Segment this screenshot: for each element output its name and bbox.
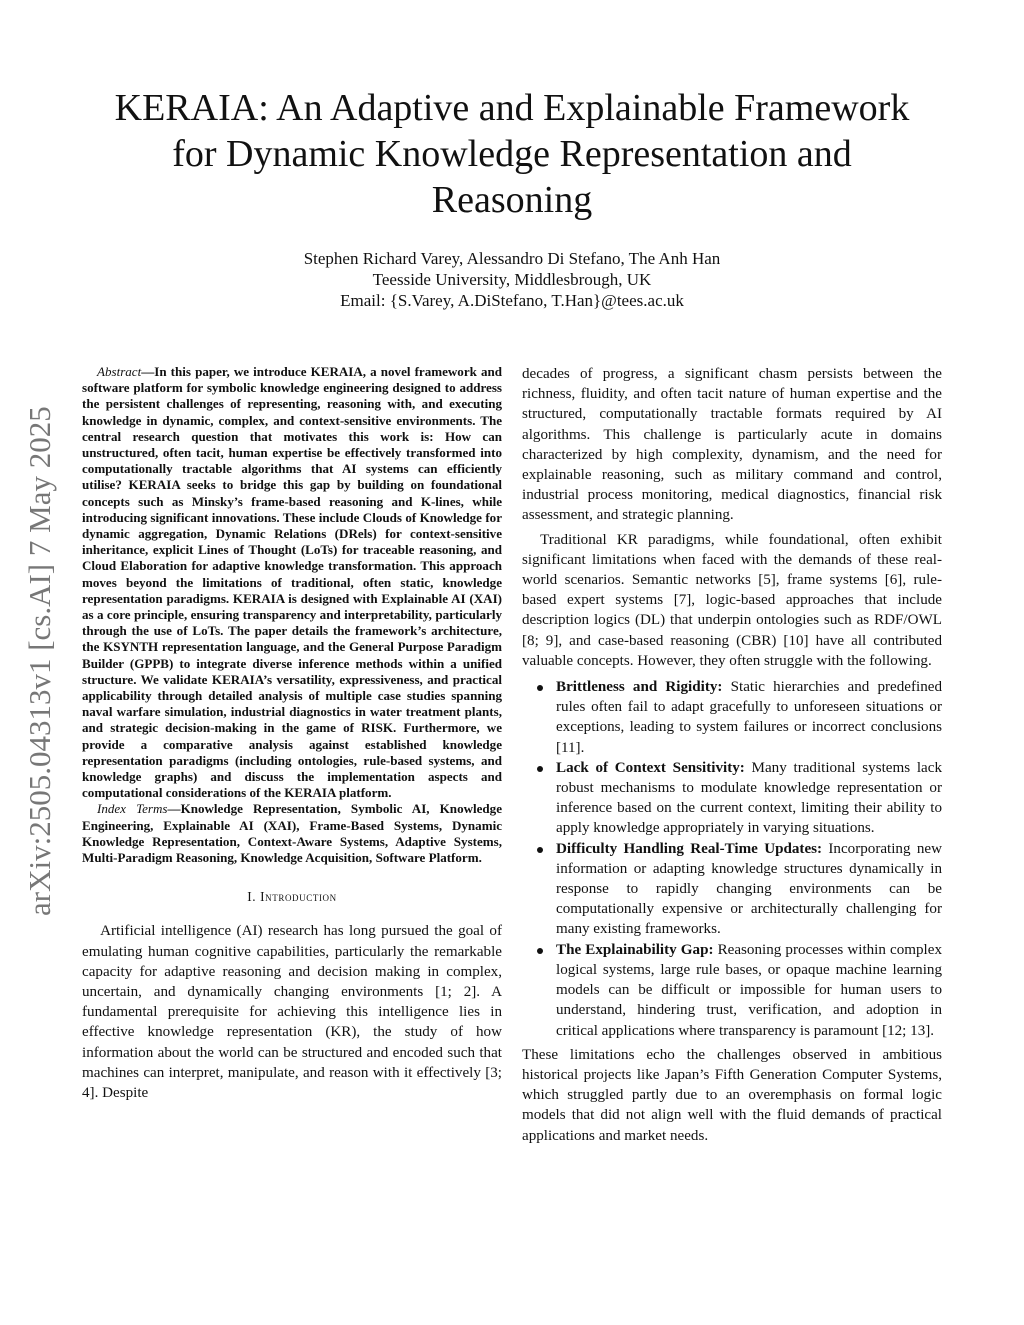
author-email: Email: {S.Varey, A.DiStefano, T.Han}@tees.ac.uk (340, 291, 684, 310)
right-column (522, 364, 942, 1146)
bullet-heading: Brittleness and Rigidity: (556, 679, 723, 696)
bullet-body: Static hierarchies and predefined rules often fail to adapt gracefully to unforeseen situations or exceptions, leading to system failures or incorrect conclusions [11]. (556, 679, 942, 756)
left-column (82, 364, 502, 1103)
bullet-paragraph (556, 677, 942, 758)
index-terms-text: —Knowledge Representation, Symbolic AI, Knowledge Engineering, Explainable AI (XAI), Frame-Based Systems, Dynamic Knowledge Representation, Context-Aware Systems, Adaptive Systems, Multi-Paradigm Reasoning, Knowledge Acquisition, Software Platform. (82, 801, 502, 866)
list-item (522, 677, 942, 758)
list-item (522, 758, 942, 839)
author-names: Stephen Richard Varey, Alessandro Di Stefano, The Anh Han (303, 249, 721, 268)
bullet-body: Many traditional systems lack robust mechanisms to modulate knowledge representation or inference based on the current context, limiting their ability to apply knowledge appropriately in varying situations. (556, 759, 942, 837)
bullet-heading: The Explainability Gap: (556, 941, 714, 958)
bullet-heading: Difficulty Handling Real-Time Updates: (556, 840, 823, 857)
bullet-icon (537, 948, 543, 954)
bullet-paragraph (556, 758, 942, 839)
list-item (522, 940, 942, 1041)
bullet-icon (537, 766, 543, 772)
intro-paragraph-1: Artificial intelligence (AI) research has long pursued the goal of emulating human cognitive capabilities, particularly the remarkable capacity for adaptive reasoning and decision making in complex, uncertain, and dynamically changing environments [1; 2]. A fundamental prerequisite for achieving this intelligence lies in effective knowledge representation (KR), the study of how information about the world can be structured and encoded such that machines can interpret, manipulate, and reason with it effectively [3; 4]. Despite (82, 923, 502, 1101)
title-line-2: for Dynamic Knowledge Representation and (172, 133, 852, 175)
bullet-icon (537, 685, 543, 691)
index-terms (82, 801, 502, 866)
index-terms-label: Index Terms (97, 801, 168, 817)
bullet-heading: Lack of Context Sensitivity: (556, 759, 745, 776)
title-line-1: KERAIA: An Adaptive and Explainable Framework (114, 87, 910, 129)
bullet-body: Incorporating new information or adapting knowledge structures dynamically in response to rapidly changing environments can be computationally expensive or architecturally challenging for many existing frameworks. (556, 840, 942, 938)
intro-paragraph-3: These limitations echo the challenges observed in ambitious historical projects like Japan’s Fifth Generation Computer Systems, which struggled partly due to an overemphasis on formal logic models that did not align well with the fluid demands of practical applications and market needs. (522, 1046, 942, 1144)
paper-title (80, 85, 944, 223)
bullet-paragraph (556, 940, 942, 1041)
abstract-label: Abstract (97, 364, 142, 379)
limitations-list (522, 677, 942, 1041)
author-affiliation: Teesside University, Middlesbrough, UK (372, 270, 652, 289)
section-number: I. (247, 889, 257, 905)
intro-paragraph-2: Traditional KR paradigms, while foundational, often exhibit significant limitations when faced with the demands of these real-world scenarios. Semantic networks [5], frame systems [6], rule-based expert systems [7], logic-based approaches that include description logics (DL) that underpin ontologies such as RDF/OWL [8; 9], and case-based reasoning (CBR) [10] have all contributed valuable concepts. However, they often struggle with the following. (522, 531, 942, 669)
abstract (82, 364, 502, 801)
title-line-3: Reasoning (431, 179, 593, 221)
bullet-body: Reasoning processes within complex logical systems, large rule bases, or opaque machine learning models can be difficult or impossible for human users to understand, hindering trust, verification, and adoption in critical applications where transparency is paramount [12; 13]. (556, 941, 942, 1039)
arxiv-identifier: arXiv:2505.04313v1 [cs.AI] 7 May 2025 (22, 406, 57, 917)
intro-paragraph-1-continued: decades of progress, a significant chasm persists between the richness, fluidity, and often tacit nature of human expertise and the structured, computationally tractable formats required by AI algorithms. This challenge is particularly acute in domains characterized by high complexity, dynamism, and the need for explainable reasoning, such as military command and control, industrial process monitoring, medical diagnostics, financial risk assessment, and strategic planning. (522, 366, 942, 524)
abstract-text: —In this paper, we introduce KERAIA, a novel framework and software platform for symbolic knowledge engineering designed to address the persistent challenges of representing, reasoning with, and executing knowledge in dynamic, complex, and context-sensitive environments. The central research question that motivates this work is: How can unstructured, often tacit, human expertise be effectively transformed into computationally tractable algorithms that AI systems can efficiently utilise? KERAIA seeks to bridge this gap by building on foundational concepts such as Minsky’s frame-based reasoning and K-lines, while introducing significant innovations. These include Clouds of Knowledge for dynamic aggregation, Dynamic Relations (DRels) for context-sensitive inheritance, explicit Lines of Thought (LoTs) for traceable reasoning, and Cloud Elaboration for adaptive knowledge transformation. This approach moves beyond the limitations of traditional, often static, knowledge representation paradigms. KERAIA is designed with Explainable AI (XAI) as a core principle, ensuring transparency and interpretability, particularly through the use of LoTs. The paper details the framework’s architecture, the KSYNTH representation language, and the General Purpose Paradigm Builder (GPPB) to integrate diverse inference methods within a unified structure. We validate KERAIA’s versatility, expressiveness, and practical applicability through detailed analysis of multiple case studies spanning naval warfare simulation, industrial diagnostics in water treatment plants, and strategic decision-making in the game of RISK. Furthermore, we provide a comparative analysis against established knowledge representation paradigms (including ontologies, rule-based systems, and knowledge graphs) and discuss the implementation aspects and computational considerations of the KERAIA platform. (82, 364, 502, 801)
section-title: Introduction (260, 889, 337, 905)
author-block (112, 248, 912, 311)
bullet-paragraph (556, 839, 942, 940)
section-heading-introduction (82, 889, 502, 905)
bullet-icon (537, 847, 543, 853)
list-item (522, 839, 942, 940)
